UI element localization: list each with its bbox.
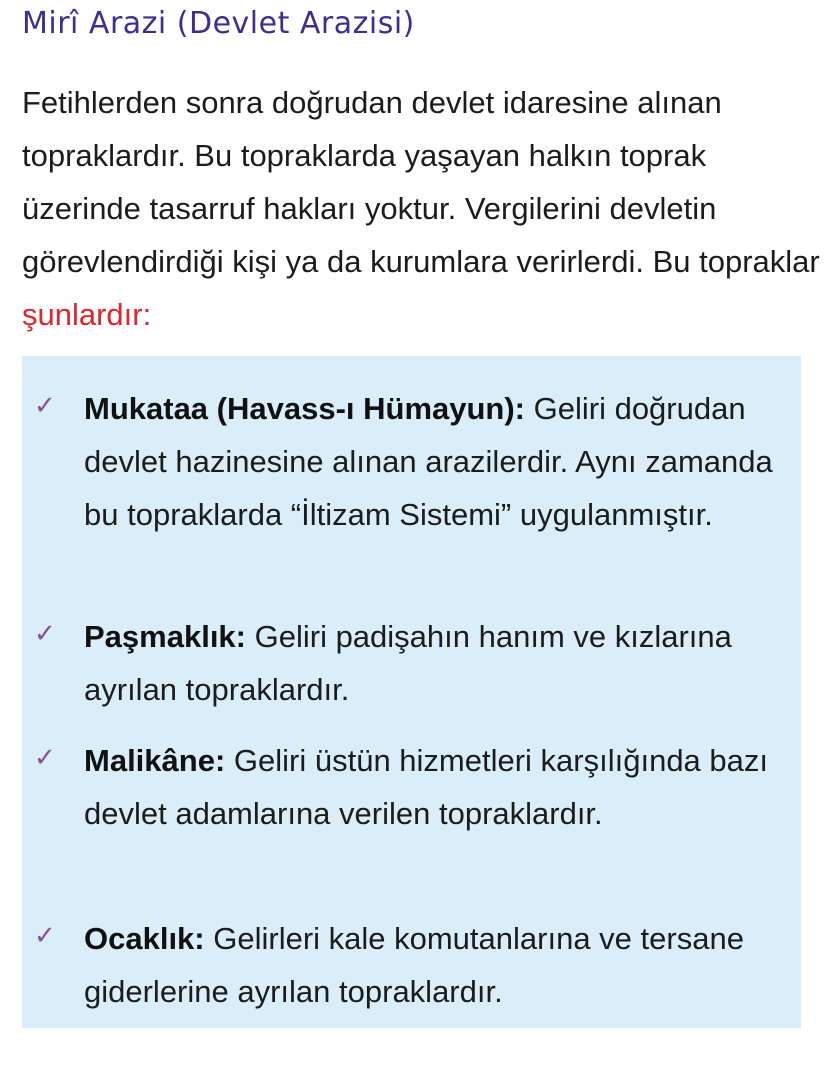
list-item-text (84, 734, 784, 840)
list-item-term: Mukataa (Havass-ı Hümayun): (84, 391, 526, 426)
list-item-term: Ocaklık: (84, 921, 205, 956)
list-item-description: Gelirleri kale komutanlarına ve tersane giderlerine ayrılan topraklardır. (84, 921, 744, 1009)
land-types-box (22, 356, 801, 1028)
list-item-description: Geliri padişahın hanım ve kızlarına ayrılan topraklardır. (84, 619, 732, 707)
check-icon: ✓ (34, 391, 56, 421)
list-item-description: Geliri doğrudan devlet hazinesine alınan arazilerdir. Aynı zamanda bu topraklarda “İltizam Sistemi” uygulanmıştır. (84, 391, 773, 532)
list-item-term: Malikâne: (84, 743, 226, 778)
check-icon: ✓ (34, 619, 56, 649)
check-icon: ✓ (34, 921, 56, 951)
intro-accent-text: şunlardır: (22, 297, 152, 332)
intro-paragraph (22, 76, 822, 341)
list-item-text (84, 382, 784, 541)
list-item-description: Geliri üstün hizmetleri karşılığında bazı devlet adamlarına verilen topraklardır. (84, 743, 769, 831)
list-item-text (84, 912, 784, 1018)
list-item-term: Paşmaklık: (84, 619, 246, 654)
list-item-text (84, 610, 784, 716)
section-heading: Mirî Arazi (Devlet Arazisi) (22, 6, 415, 41)
intro-text: Fetihlerden sonra doğrudan devlet idaresine alınan topraklardır. Bu topraklarda yaşayan halkın toprak üzerinde tasarruf hakları yoktur. Vergilerini devletin görevlendirdiği kişi ya da kurumlara verirlerdi. Bu topraklar (22, 85, 820, 279)
check-icon: ✓ (34, 743, 56, 773)
